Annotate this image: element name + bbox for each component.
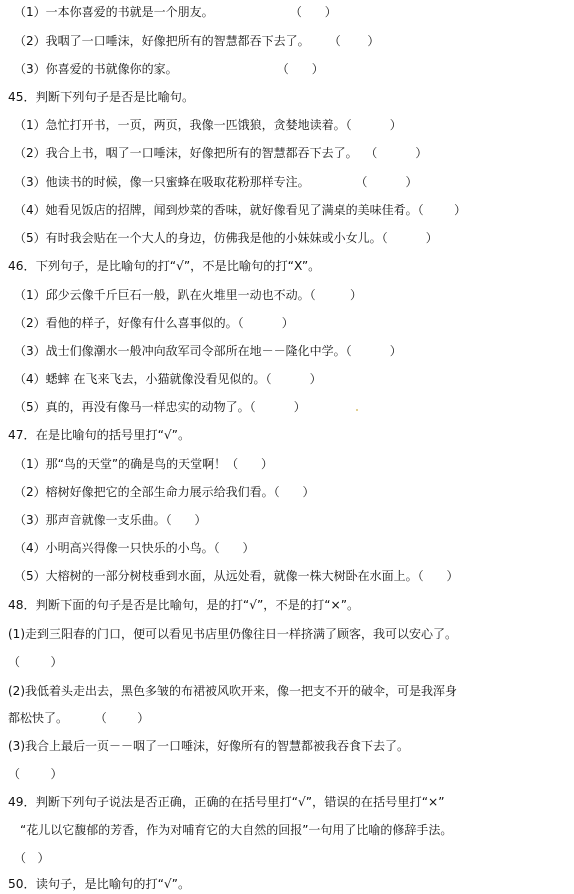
q48-item-3-answer: （ ） (8, 767, 63, 781)
q45-item-3: （3）他读书的时候，像一只蜜蜂在吸取花粉那样专注。 （ ） (14, 175, 418, 189)
ink-speck (356, 409, 358, 411)
q48-item-3: (3)我合上最后一页－－咽了一口唾沫，好像所有的智慧都被我吞食下去了。 (8, 739, 410, 753)
q44-item-3: （3）你喜爱的书就像你的家。 （ ） (14, 62, 324, 76)
q45-item-5: （5）有时我会贴在一个大人的身边，仿佛我是他的小妹妹或小女儿。（ ） (14, 231, 438, 245)
q47-item-1: （1）那“鸟的天堂”的确是鸟的天堂啊！（ ） (14, 457, 273, 471)
q46-item-1: （1）邱少云像千斤巨石一般，趴在火堆里一动也不动。（ ） (14, 288, 362, 302)
q48-item-2-continued: 都松快了。 （ ） (8, 711, 150, 725)
q46-heading: 46．下列句子，是比喻句的打“√”，不是比喻句的打“X”。 (8, 259, 321, 273)
q46-item-5: （5）真的，再没有像马一样忠实的动物了。（ ） (14, 400, 306, 414)
q47-item-3: （3）那声音就像一支乐曲。（ ） (14, 513, 207, 527)
q45-item-2: （2）我合上书，咽了一口唾沫，好像把所有的智慧都吞下去了。 （ ） (14, 146, 428, 160)
q46-item-2: （2）看他的样子，好像有什么喜事似的。（ ） (14, 316, 294, 330)
q45-heading: 45．判断下列句子是否是比喻句。 (8, 90, 195, 104)
q47-item-5: （5）大榕树的一部分树枝垂到水面，从远处看，就像一株大树卧在水面上。（ ） (14, 569, 459, 583)
q47-item-2: （2）榕树好像把它的全部生命力展示给我们看。（ ） (14, 485, 315, 499)
q48-item-2: (2)我低着头走出去，黑色多皱的布裙被风吹开来，像一把支不开的破伞，可是我浑身 (8, 684, 458, 698)
q46-item-3: （3）战士们像潮水一般冲向敌军司令部所在地－－隆化中学。（ ） (14, 344, 402, 358)
q49-answer: （ ） (14, 851, 50, 865)
q47-heading: 47．在是比喻句的括号里打“√”。 (8, 428, 191, 442)
q49-heading: 49．判断下列句子说法是否正确，正确的在括号里打“√”，错误的在括号里打“×” (8, 795, 445, 809)
q48-item-1: (1)走到三阳春的门口，便可以看见书店里仍像往日一样挤满了顾客，我可以安心了。 (8, 627, 458, 641)
q48-heading: 48．判断下面的句子是否是比喻句，是的打“√”，不是的打“×”。 (8, 598, 360, 612)
q46-item-4: （4）蟋蟀 在飞来飞去，小猫就像没看见似的。（ ） (14, 372, 322, 386)
q50-heading: 50．读句子，是比喻句的打“√”。 (8, 877, 191, 891)
q49-statement: “花儿以它馥郁的芳香，作为对哺育它的大自然的回报”一句用了比喻的修辞手法。 (20, 823, 453, 837)
q44-item-2: （2）我咽了一口唾沫，好像把所有的智慧都吞下去了。 （ ） (14, 34, 380, 48)
q48-item-1-answer: （ ） (8, 655, 63, 669)
q45-item-4: （4）她看见饭店的招牌，闻到炒菜的香味，就好像看见了满桌的美味佳肴。（ ） (14, 203, 467, 217)
q45-item-1: （1）急忙打开书，一页，两页，我像一匹饿狼，贪婪地读着。（ ） (14, 118, 402, 132)
q47-item-4: （4）小明高兴得像一只快乐的小鸟。（ ） (14, 541, 255, 555)
q44-item-1: （1）一本你喜爱的书就是一个朋友。 （ ） (14, 5, 337, 19)
